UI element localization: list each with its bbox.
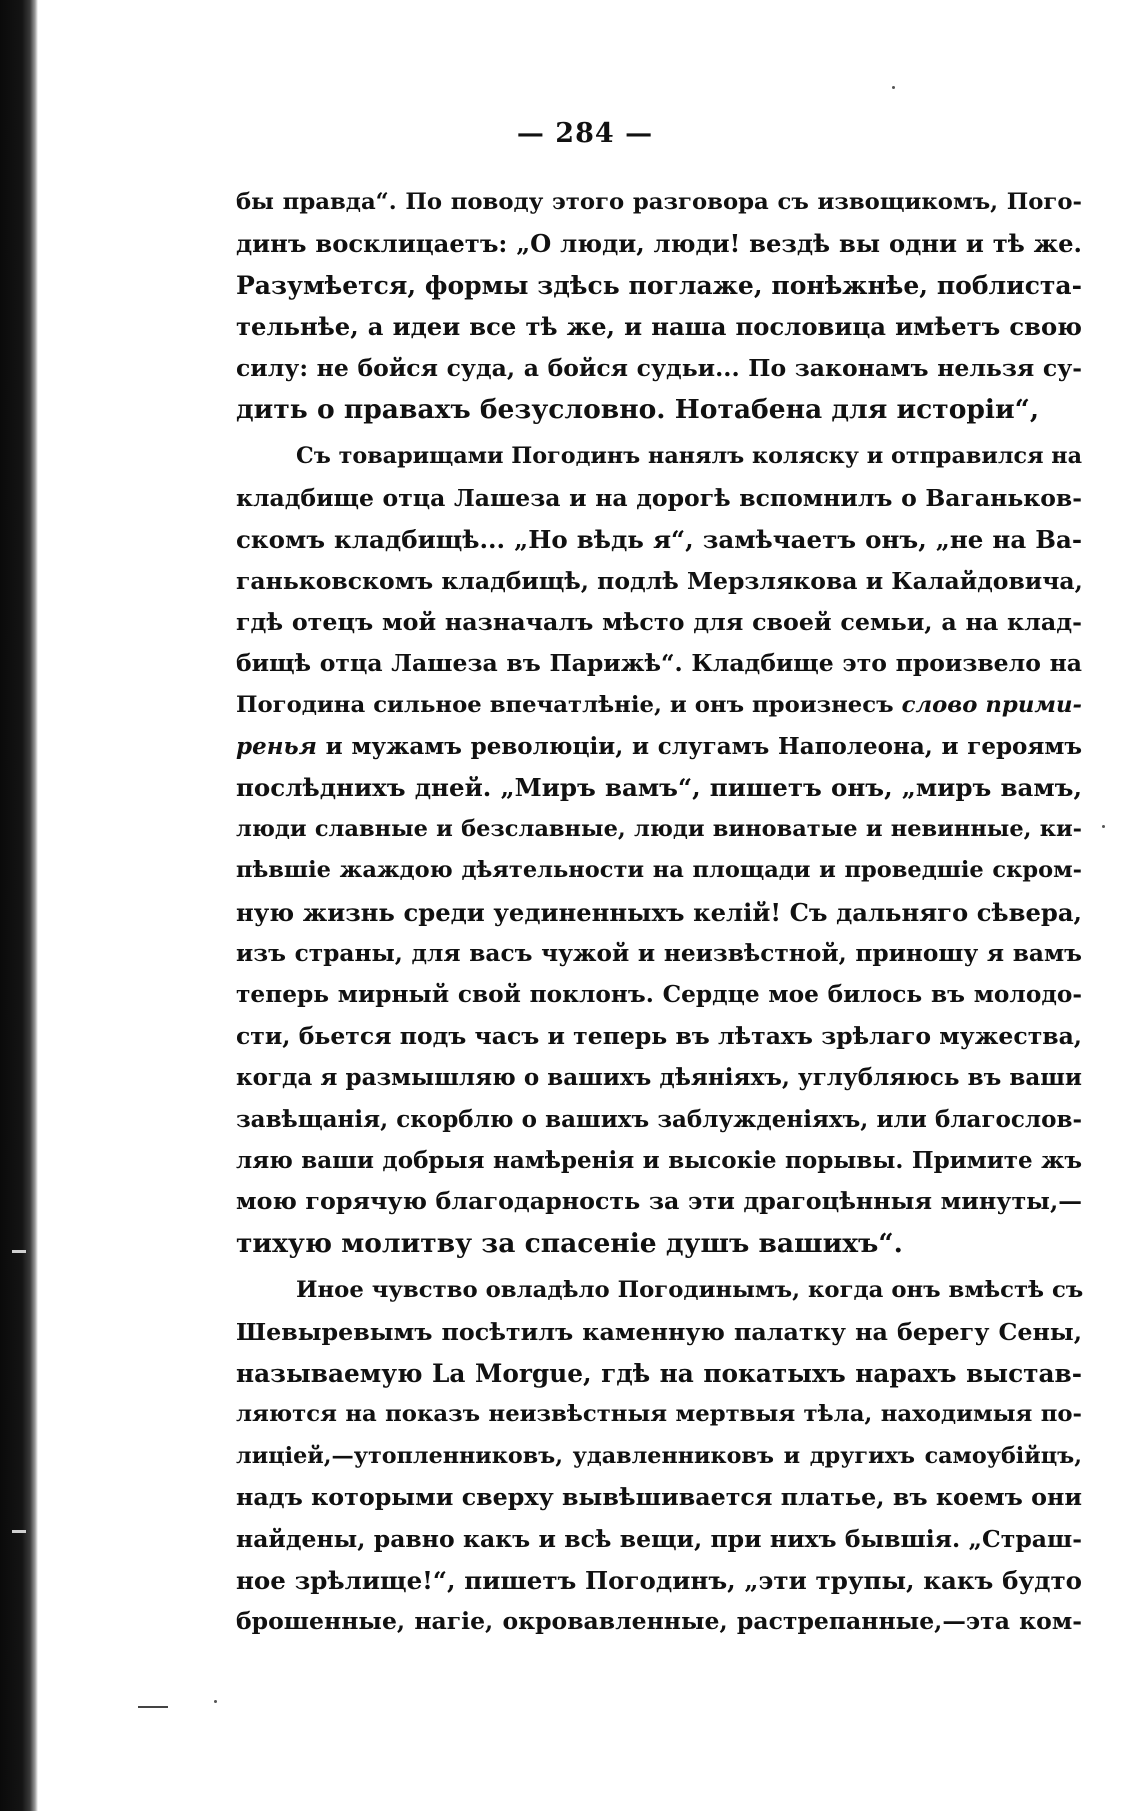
text-line: ляются на показъ неизвѣстныя мертвыя тѣла, находимыя по- xyxy=(236,1401,1082,1428)
book-binding-edge xyxy=(0,0,38,1811)
text-line: изъ страны, для васъ чужой и неизвѣстной, приношу я вамъ xyxy=(236,940,1082,968)
text-line: послѣднихъ дней. „Миръ вамъ“, пишетъ онъ, „миръ вамъ, xyxy=(236,773,1082,803)
text-line: силу: не бойся суда, а бойся судьи... По законамъ нельзя су- xyxy=(236,353,1082,382)
text-line: Иное чувство овладѣло Погодинымъ, когда онъ вмѣстѣ съ xyxy=(296,1277,1084,1304)
text-line: тихую молитву за спасеніе душъ вашихъ“. xyxy=(236,1227,903,1259)
text-line: скомъ кладбищѣ... „Но вѣдь я“, замѣчаетъ онъ, „не на Ва- xyxy=(236,525,1082,555)
text-line: бищѣ отца Лашеза въ Парижѣ“. Кладбище это произвело на xyxy=(236,649,1082,678)
text-line: бы правда“. По поводу этого разговора съ извощикомъ, Пого- xyxy=(236,189,1082,215)
text-line: ную жизнь среди уединенныхъ келій! Съ дальняго сѣвера, xyxy=(236,897,1082,927)
text-line: Съ товарищами Погодинъ нанялъ коляску и отправился на xyxy=(296,443,1082,470)
paragraph-2 xyxy=(236,436,1082,1264)
text-line: ляю ваши добрыя намѣренія и высокіе порывы. Примите жъ xyxy=(236,1146,1082,1174)
text-line: динъ восклицаетъ: „О люди, люди! вездѣ вы одни и тѣ же. xyxy=(236,229,1082,259)
text-line: найдены, равно какъ и всѣ вещи, при нихъ бывшія. „Страш- xyxy=(236,1524,1082,1553)
text-line: завѣщанія, скорблю о вашихъ заблужденіяхъ, или благослов- xyxy=(236,1105,1082,1133)
text-line: пѣвшіе жаждою дѣятельности на площади и проведшіе скром- xyxy=(236,857,1082,884)
text-line: лиціей,—утопленниковъ, удавленниковъ и другихъ самоубійцъ, xyxy=(236,1442,1082,1469)
text-line: дить о правахъ безусловно. Нотабена для исторіи“, xyxy=(236,393,1040,425)
text-line: Погодина сильное впечатлѣніе, и онъ произнесъ слово прими- xyxy=(236,691,1082,718)
margin-dot xyxy=(214,1700,217,1703)
binding-speck xyxy=(12,1250,26,1253)
text-line: теперь мирный свой поклонъ. Сердце мое билось въ молодо- xyxy=(236,981,1082,1009)
page-number: — 284 — xyxy=(516,118,654,149)
margin-dot xyxy=(892,86,895,89)
italic-phrase: ренья xyxy=(236,733,317,761)
text-line: Шевыревымъ посѣтилъ каменную палатку на берегу Сены, xyxy=(236,1317,1082,1346)
paragraph-1 xyxy=(236,182,1082,430)
italic-phrase: слово прими- xyxy=(901,691,1082,718)
text-line: надъ которыми сверху вывѣшивается платье, въ коемъ они xyxy=(236,1483,1082,1512)
text-line: сти, бьется подъ часъ и теперь въ лѣтахъ зрѣлаго мужества, xyxy=(236,1021,1082,1050)
text-line: люди славные и безславные, люди виноватые и невинные, ки- xyxy=(236,815,1082,842)
text-line: гдѣ отецъ мой назначалъ мѣсто для своей семьи, а на клад- xyxy=(236,607,1082,636)
text-line: кладбище отца Лашеза и на дорогѣ вспомнилъ о Ваганьков- xyxy=(236,483,1082,512)
text-line: мою горячую благодарность за эти драгоцѣнныя минуты,— xyxy=(236,1187,1082,1216)
text-line: называемую La Morgue, гдѣ на покатыхъ нарахъ выстав- xyxy=(236,1358,1082,1388)
text-line: ное зрѣлище!“, пишетъ Погодинъ, „эти трупы, какъ будто xyxy=(236,1565,1082,1595)
text-line: Разумѣется, формы здѣсь поглаже, понѣжнѣе, поблиста- xyxy=(236,270,1082,300)
margin-dot xyxy=(1102,825,1105,828)
body-text xyxy=(236,182,1082,1643)
text-line: брошенные, нагіе, окровавленные, растрепанные,—эта ком- xyxy=(236,1607,1082,1636)
text-line: ренья и мужамъ революціи, и слугамъ Наполеона, и героямъ xyxy=(236,733,1082,761)
text-line: тельнѣе, а идеи все тѣ же, и наша пословица имѣетъ свою xyxy=(236,312,1082,342)
binding-speck xyxy=(12,1530,26,1533)
margin-mark xyxy=(138,1706,168,1708)
text-line: ганьковскомъ кладбищѣ, подлѣ Мерзлякова и Калайдовича, xyxy=(236,566,1083,595)
paragraph-3 xyxy=(236,1270,1082,1643)
text-line: когда я размышляю о вашихъ дѣяніяхъ, углубляюсь въ ваши xyxy=(236,1064,1082,1092)
